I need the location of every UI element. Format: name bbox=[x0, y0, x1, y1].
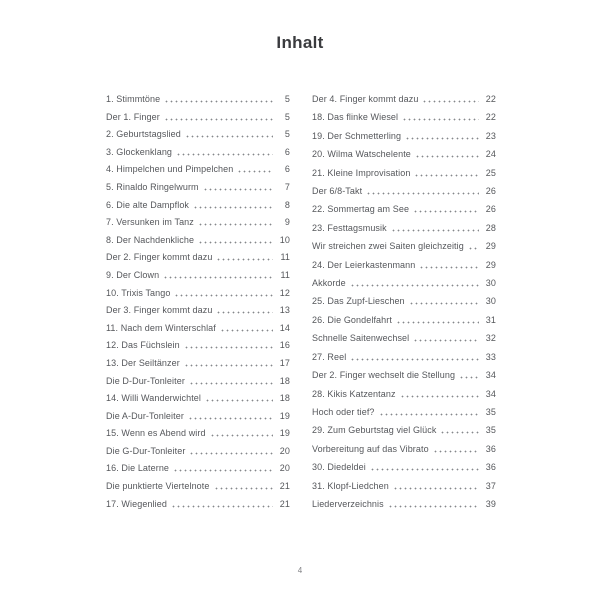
toc-entry bbox=[106, 235, 290, 246]
toc-entry-title: 15. Wenn es Abend wird bbox=[106, 428, 206, 439]
toc-entry-title: Der 1. Finger bbox=[106, 111, 160, 122]
toc-entry-title: Hoch oder tief? bbox=[312, 406, 375, 417]
toc-entry bbox=[312, 389, 496, 400]
toc-entry-title: Der 3. Finger kommt dazu bbox=[106, 305, 213, 316]
toc-entry-title: 26. Die Gondelfahrt bbox=[312, 314, 392, 325]
toc-entry-title: Der 2. Finger wechselt die Stellung bbox=[312, 370, 456, 381]
toc-entry bbox=[312, 444, 496, 455]
toc-entry-title: 16. Die Laterne bbox=[106, 463, 170, 474]
toc-entry bbox=[106, 217, 290, 228]
toc-entry-page: 7 bbox=[284, 181, 290, 192]
toc-entry-page: 20 bbox=[279, 463, 290, 474]
toc-entry bbox=[106, 340, 290, 351]
toc-entry bbox=[312, 333, 496, 344]
dot-leader bbox=[409, 302, 479, 305]
dot-leader bbox=[400, 395, 479, 398]
toc-entry bbox=[312, 425, 496, 436]
dot-leader bbox=[237, 170, 273, 173]
toc-entry-page: 35 bbox=[485, 406, 496, 417]
toc-entry-title: Die D-Dur-Tonleiter bbox=[106, 375, 185, 386]
dot-leader bbox=[188, 417, 273, 420]
toc-entry-page: 11 bbox=[280, 269, 290, 280]
toc-entry bbox=[106, 358, 290, 369]
dot-leader bbox=[419, 266, 479, 269]
toc-entry-title: Der 6/8-Takt bbox=[312, 186, 363, 197]
toc-entry-page: 34 bbox=[485, 370, 496, 381]
dot-leader bbox=[388, 505, 479, 508]
toc-entry-title: 29. Zum Geburtstag viel Glück bbox=[312, 425, 437, 436]
dot-leader bbox=[198, 223, 273, 226]
toc-entry bbox=[312, 241, 496, 252]
toc-entry-page: 26 bbox=[485, 204, 496, 215]
toc-entry-page: 5 bbox=[284, 111, 290, 122]
toc-entry-page: 19 bbox=[279, 410, 290, 421]
dot-leader bbox=[433, 450, 479, 453]
toc-entry-page: 10 bbox=[279, 234, 290, 245]
toc-entry bbox=[312, 296, 496, 307]
toc-entry-title: 5. Rinaldo Ringelwurm bbox=[106, 181, 199, 192]
toc-entry bbox=[312, 407, 496, 418]
toc-entry-page: 19 bbox=[279, 428, 290, 439]
toc-entry-title: 14. Willi Wanderwichtel bbox=[106, 393, 201, 404]
toc-entry-title: Vorbereitung auf das Vibrato bbox=[312, 443, 429, 454]
toc-entry-title: 21. Kleine Improvisation bbox=[312, 167, 411, 178]
toc-entry-page: 6 bbox=[284, 146, 290, 157]
dot-leader bbox=[414, 174, 479, 177]
toc-entry bbox=[106, 446, 290, 457]
toc-entry-page: 30 bbox=[485, 296, 496, 307]
dot-leader bbox=[189, 452, 273, 455]
dot-leader bbox=[176, 153, 273, 156]
toc-entry bbox=[106, 323, 290, 334]
page-title: Inhalt bbox=[276, 33, 324, 52]
toc-entry bbox=[106, 252, 290, 263]
toc-entry-page: 26 bbox=[485, 186, 496, 197]
toc-entry-title: 27. Reel bbox=[312, 351, 347, 362]
toc-entry-page: 39 bbox=[485, 498, 496, 509]
toc-entry-page: 25 bbox=[485, 167, 496, 178]
toc-entry bbox=[106, 305, 290, 316]
dot-leader bbox=[393, 487, 479, 490]
dot-leader bbox=[415, 155, 479, 158]
dot-leader bbox=[189, 382, 273, 385]
toc-entry-title: 4. Himpelchen und Pimpelchen bbox=[106, 164, 234, 175]
toc-entry-page: 21 bbox=[279, 498, 290, 509]
toc-entry-page: 17 bbox=[279, 357, 290, 368]
toc-entry-page: 36 bbox=[485, 443, 496, 454]
toc-entry bbox=[312, 481, 496, 492]
toc-entry-page: 28 bbox=[485, 222, 496, 233]
toc-entry bbox=[312, 94, 496, 105]
toc-entry-page: 8 bbox=[284, 199, 290, 210]
toc-entry-title: 30. Diedeldei bbox=[312, 462, 366, 473]
dot-leader bbox=[459, 376, 479, 379]
toc-entry-page: 30 bbox=[485, 278, 496, 289]
toc-entry-page: 33 bbox=[485, 351, 496, 362]
toc-entry bbox=[312, 315, 496, 326]
dot-leader bbox=[171, 505, 273, 508]
toc-column-right bbox=[312, 94, 496, 510]
toc-entry-title: 18. Das flinke Wiesel bbox=[312, 112, 399, 123]
toc-entry bbox=[106, 499, 290, 510]
dot-leader bbox=[422, 100, 479, 103]
dot-leader bbox=[468, 247, 479, 250]
toc-entry-page: 21 bbox=[279, 481, 290, 492]
toc-entry bbox=[106, 463, 290, 474]
toc-entry bbox=[312, 168, 496, 179]
dot-leader bbox=[350, 358, 479, 361]
toc-entry-title: 25. Das Zupf-Lieschen bbox=[312, 296, 405, 307]
dot-leader bbox=[220, 329, 273, 332]
dot-leader bbox=[216, 311, 273, 314]
dot-leader bbox=[163, 276, 273, 279]
toc-entry-title: 8. Der Nachdenkliche bbox=[106, 234, 195, 245]
toc-entry-title: 31. Klopf-Liedchen bbox=[312, 480, 389, 491]
dot-leader bbox=[402, 118, 479, 121]
dot-leader bbox=[379, 413, 479, 416]
toc-entry-page: 22 bbox=[485, 94, 496, 104]
dot-leader bbox=[396, 321, 479, 324]
dot-leader bbox=[164, 100, 273, 103]
toc-entry bbox=[106, 112, 290, 123]
toc-entry bbox=[312, 260, 496, 271]
dot-leader bbox=[370, 468, 479, 471]
toc-entry-page: 36 bbox=[485, 462, 496, 473]
toc-entry bbox=[106, 481, 290, 492]
toc-entry bbox=[312, 149, 496, 160]
dot-leader bbox=[184, 346, 273, 349]
toc-entry bbox=[312, 278, 496, 289]
dot-leader bbox=[210, 434, 273, 437]
toc-column-left bbox=[106, 94, 290, 510]
dot-leader bbox=[184, 364, 273, 367]
toc-entry-title: Der 2. Finger kommt dazu bbox=[106, 252, 213, 263]
dot-leader bbox=[174, 294, 273, 297]
toc-entry bbox=[312, 352, 496, 363]
toc-entry-page: 16 bbox=[279, 340, 290, 351]
toc-entry bbox=[106, 376, 290, 387]
dot-leader bbox=[413, 339, 479, 342]
toc-entry bbox=[106, 393, 290, 404]
toc-entry-title: Die A-Dur-Tonleiter bbox=[106, 410, 184, 421]
toc-entry-page: 20 bbox=[279, 445, 290, 456]
toc-entry-title: 24. Der Leierkastenmann bbox=[312, 259, 416, 270]
toc-entry-title: 9. Der Clown bbox=[106, 269, 160, 280]
dot-leader bbox=[350, 284, 479, 287]
toc-entry-page: 24 bbox=[485, 149, 496, 160]
toc-entry-title: 6. Die alte Dampflok bbox=[106, 199, 190, 210]
toc-entry-page: 5 bbox=[284, 94, 290, 104]
toc-entry bbox=[106, 288, 290, 299]
toc-entry-title: Die punktierte Viertelnote bbox=[106, 481, 210, 492]
toc-entry bbox=[312, 112, 496, 123]
toc-entry-page: 34 bbox=[485, 388, 496, 399]
toc-entry-title: 28. Kikis Katzentanz bbox=[312, 388, 396, 399]
toc-entry-title: 19. Der Schmetterling bbox=[312, 130, 402, 141]
toc-entry bbox=[106, 270, 290, 281]
toc-entry-title: 3. Glockenklang bbox=[106, 146, 173, 157]
dot-leader bbox=[198, 241, 273, 244]
toc-entry-title: 17. Wiegenlied bbox=[106, 498, 167, 509]
toc-entry bbox=[106, 147, 290, 158]
toc-entry-title: Der 4. Finger kommt dazu bbox=[312, 94, 419, 104]
toc-entry-title: Akkorde bbox=[312, 278, 346, 289]
toc-entry-page: 37 bbox=[485, 480, 496, 491]
toc-entry-title: 22. Sommertag am See bbox=[312, 204, 410, 215]
toc-entry-title: 10. Trixis Tango bbox=[106, 287, 171, 298]
toc-entry bbox=[312, 186, 496, 197]
dot-leader bbox=[164, 118, 273, 121]
dot-leader bbox=[405, 137, 479, 140]
toc-entry-title: Liederverzeichnis bbox=[312, 498, 384, 509]
toc-entry bbox=[106, 411, 290, 422]
dot-leader bbox=[413, 210, 479, 213]
toc-entry-page: 5 bbox=[284, 129, 290, 140]
toc-entry-page: 29 bbox=[485, 241, 496, 252]
dot-leader bbox=[391, 229, 479, 232]
dot-leader bbox=[216, 258, 273, 261]
toc-entry-page: 29 bbox=[485, 259, 496, 270]
toc-entry-title: 20. Wilma Watschelente bbox=[312, 149, 411, 160]
dot-leader bbox=[185, 135, 273, 138]
dot-leader bbox=[205, 399, 273, 402]
toc-entry bbox=[312, 204, 496, 215]
toc-entry-page: 9 bbox=[284, 217, 290, 228]
toc-entry-page: 13 bbox=[279, 305, 290, 316]
toc-entry-page: 11 bbox=[280, 252, 290, 263]
toc-entry-title: 7. Versunken im Tanz bbox=[106, 217, 194, 228]
toc-entry-title: 23. Festtagsmusik bbox=[312, 222, 387, 233]
toc-entry bbox=[106, 164, 290, 175]
toc-entry-title: Schnelle Saitenwechsel bbox=[312, 333, 410, 344]
toc-entry-page: 18 bbox=[279, 375, 290, 386]
toc-entry bbox=[312, 462, 496, 473]
dot-leader bbox=[193, 206, 273, 209]
toc-entry-page: 32 bbox=[485, 333, 496, 344]
dot-leader bbox=[203, 188, 273, 191]
toc-entry-title: 2. Geburtstagslied bbox=[106, 129, 181, 140]
page-number: 4 bbox=[297, 566, 303, 575]
toc-entry-title: 13. Der Seiltänzer bbox=[106, 357, 180, 368]
toc-entry-page: 14 bbox=[279, 322, 290, 333]
dot-leader bbox=[440, 431, 479, 434]
toc-entry bbox=[312, 131, 496, 142]
toc-entry-title: 1. Stimmtöne bbox=[106, 94, 161, 104]
toc-entry-page: 35 bbox=[485, 425, 496, 436]
toc-entry-page: 22 bbox=[485, 112, 496, 123]
toc-entry-page: 18 bbox=[279, 393, 290, 404]
toc-entry bbox=[312, 499, 496, 510]
dot-leader bbox=[214, 487, 274, 490]
toc-entry bbox=[106, 94, 290, 105]
toc-entry-title: 12. Das Füchslein bbox=[106, 340, 180, 351]
toc-entry-title: 11. Nach dem Winterschlaf bbox=[106, 322, 216, 333]
toc-entry bbox=[106, 428, 290, 439]
toc-entry-page: 6 bbox=[284, 164, 290, 175]
toc-entry-title: Die G-Dur-Tonleiter bbox=[106, 445, 186, 456]
toc-entry-page: 12 bbox=[279, 287, 290, 298]
dot-leader bbox=[366, 192, 479, 195]
toc-entry bbox=[312, 370, 496, 381]
toc-entry-page: 23 bbox=[485, 130, 496, 141]
toc-entry-page: 31 bbox=[485, 314, 496, 325]
toc-entry bbox=[106, 200, 290, 211]
toc-entry bbox=[106, 129, 290, 140]
toc-entry bbox=[106, 182, 290, 193]
dot-leader bbox=[173, 469, 273, 472]
table-of-contents bbox=[106, 94, 496, 510]
toc-entry-title: Wir streichen zwei Saiten gleichzeitig bbox=[312, 241, 464, 252]
toc-entry bbox=[312, 223, 496, 234]
